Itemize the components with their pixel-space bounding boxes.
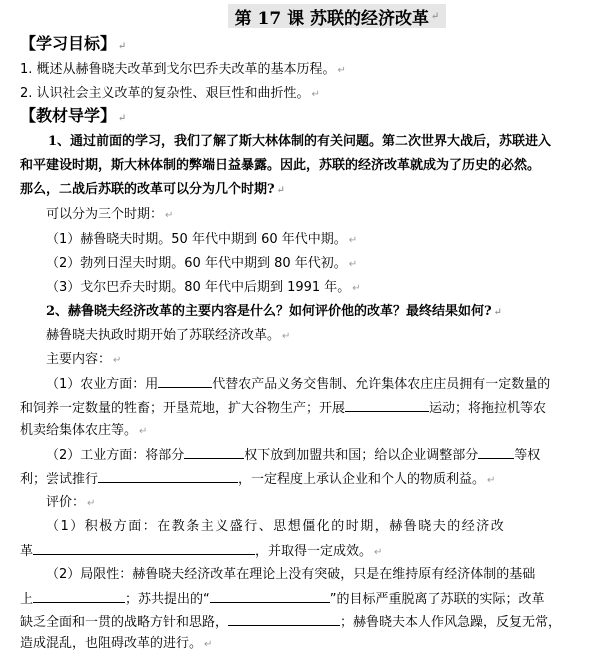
limitation-line-1 — [46, 565, 535, 585]
text-run: 2. 认识社会主义改革的复杂性、艰巨性和曲折性。 — [20, 86, 310, 101]
paragraph-mark: ↵ — [311, 89, 320, 100]
fill-blank — [478, 445, 514, 459]
agriculture-line-2 — [20, 398, 546, 419]
paragraph-mark: ↵ — [165, 210, 174, 221]
text-run: 1、通过前面的学习，我们了解了斯大林体制的有关问题。第二次世界大战后，苏联进入 — [48, 134, 552, 149]
text-run: 机卖给集体农庄等。 — [20, 423, 138, 438]
fill-blank — [98, 469, 238, 483]
text-run: （1）赫鲁晓夫时期。50 年代中期到 60 年代中期。 — [46, 232, 347, 247]
paragraph-mark: ↵ — [139, 426, 148, 437]
lesson-title — [228, 4, 446, 28]
text-run: 利；尝试推行 — [20, 472, 99, 487]
positive-line-1 — [46, 517, 505, 537]
paragraph-mark: ↵ — [493, 307, 503, 318]
fill-blank — [345, 398, 429, 412]
text-run: ；赫鲁晓夫本人作风急躁，反复无常， — [340, 615, 562, 630]
fill-blank — [33, 541, 255, 555]
text-run: 等权 — [514, 448, 541, 463]
fill-blank — [210, 589, 330, 603]
text-run: 权下放到加盟共和国；给以企业调整部分 — [244, 448, 479, 463]
fill-blank — [228, 612, 340, 626]
question-1-line-1 — [48, 132, 551, 152]
fill-blank — [33, 589, 125, 603]
paragraph-mark: ↵ — [431, 10, 440, 22]
lesson-title-text: 第 17 课 苏联的经济改革 — [234, 8, 430, 29]
text-run: 【学习目标】 — [20, 34, 117, 53]
guide-heading — [20, 106, 126, 129]
text-run: 缺乏全面和一贯的战略方针和思路， — [20, 615, 229, 630]
text-run: 主要内容： — [46, 352, 112, 367]
text-run: 革 — [20, 544, 34, 559]
text-run: ；苏共提出的“ — [125, 592, 210, 607]
goal-2 — [20, 84, 320, 105]
industry-line-1 — [46, 445, 540, 466]
positive-line-2 — [20, 541, 382, 563]
evaluation-label — [46, 493, 95, 514]
text-run: ，并取得一定成效。 — [255, 544, 373, 559]
limitation-line-3 — [20, 612, 561, 633]
paragraph-mark: ↵ — [374, 547, 383, 558]
text-run: 【教材导学】 — [20, 106, 117, 125]
paragraph-mark: ↵ — [348, 235, 358, 246]
paragraph-mark: ↵ — [87, 498, 96, 509]
text-run: （2）局限性：赫鲁晓夫经济改革在理论上没有突破，只是在维持原有经济体制的基础 — [46, 567, 536, 582]
text-run: （1）积极方面：在教条主义盛行、思想僵化的时期，赫鲁晓夫的经济改 — [46, 519, 506, 534]
agriculture-line-1 — [46, 374, 550, 395]
industry-line-2 — [20, 469, 495, 491]
fill-blank — [158, 374, 212, 388]
text-run: 和饲养一定数量的牲畜；开垦荒地，扩大谷物生产；开展 — [20, 401, 346, 416]
text-run: 代替农产品义务交售制、允许集体农庄庄员拥有一定数量的 — [212, 377, 551, 392]
text-run: （2）工业方面：将部分 — [46, 448, 185, 463]
text-run: 和平建设时期，斯大林体制的弊端日益暴露。因此，苏联的经济改革就成为了历史的必然。 — [20, 158, 541, 173]
question-1-line-3 — [20, 180, 285, 201]
agriculture-line-3 — [20, 421, 147, 442]
text-run: ，一定程度上承认企业和个人的物质利益。 — [238, 472, 486, 487]
paragraph-mark: ↵ — [118, 113, 127, 124]
text-run: （2）勃列日涅夫时期。60 年代中期到 80 年代初。 — [46, 256, 347, 271]
text-run: 造成混乱，也阻碍改革的进行。 — [20, 636, 203, 651]
paragraph-mark: ↵ — [282, 331, 291, 342]
period-2 — [46, 254, 357, 275]
goal-1 — [20, 60, 346, 81]
text-run: 1. 概述从赫鲁晓夫改革到戈尔巴乔夫改革的基本历程。 — [20, 62, 336, 77]
question-2-intro — [46, 326, 290, 347]
goals-heading — [20, 34, 126, 57]
main-content-label — [46, 350, 121, 371]
paragraph-mark: ↵ — [113, 355, 122, 366]
text-run: ”的目标严重脱离了苏联的实际；改革 — [329, 592, 545, 607]
text-run: 上 — [20, 592, 34, 607]
text-run: （1）农业方面：用 — [46, 377, 159, 392]
question-1-line-2 — [20, 156, 540, 176]
text-run: （3）戈尔巴乔夫时期。80 年代中后期到 1991 年。 — [46, 280, 351, 295]
question-2 — [46, 302, 502, 323]
text-run: 运动；将拖拉机等农 — [429, 401, 547, 416]
period-1 — [46, 230, 357, 251]
text-run: 评价： — [46, 495, 86, 510]
paragraph-mark: ↵ — [348, 259, 358, 270]
paragraph-mark: ↵ — [204, 639, 213, 650]
paragraph-mark: ↵ — [352, 283, 361, 294]
fill-blank — [184, 445, 244, 459]
text-run: 那么，二战后苏联的改革可以分为几个时期? — [20, 182, 275, 197]
paragraph-mark: ↵ — [337, 65, 346, 76]
limitation-line-2 — [20, 589, 545, 610]
paragraph-mark: ↵ — [276, 185, 286, 196]
text-run: 可以分为三个时期： — [46, 207, 164, 222]
text-run: 赫鲁晓夫执政时期开始了苏联经济改革。 — [46, 328, 281, 343]
period-3 — [46, 278, 361, 299]
text-run: 2、赫鲁晓夫经济改革的主要内容是什么？如何评价他的改革？最终结果如何? — [46, 304, 492, 319]
paragraph-mark: ↵ — [487, 475, 496, 486]
paragraph-mark: ↵ — [118, 41, 127, 52]
answer-intro — [46, 205, 173, 226]
